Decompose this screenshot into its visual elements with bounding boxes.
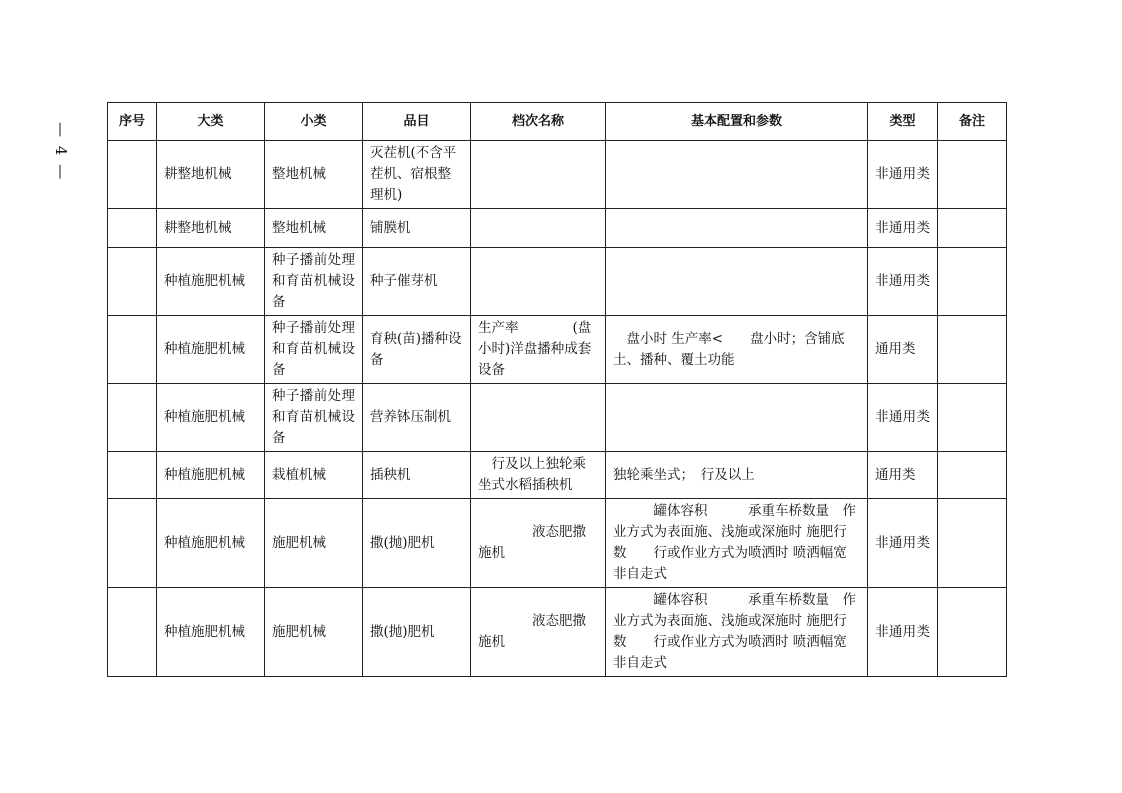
cell-config	[606, 209, 868, 248]
cell-major: 种植施肥机械	[157, 588, 265, 677]
cell-type: 非通用类	[868, 499, 938, 588]
cell-seq	[108, 141, 157, 209]
cell-type: 非通用类	[868, 248, 938, 316]
cell-grade	[471, 384, 606, 452]
cell-type: 非通用类	[868, 588, 938, 677]
cell-seq	[108, 499, 157, 588]
cell-note	[938, 248, 1007, 316]
cell-minor: 栽植机械	[265, 452, 363, 499]
cell-seq	[108, 209, 157, 248]
table-row	[108, 588, 1007, 677]
cell-grade: 液态肥撒施机	[471, 499, 606, 588]
cell-major: 种植施肥机械	[157, 499, 265, 588]
cell-minor: 整地机械	[265, 141, 363, 209]
cell-seq	[108, 248, 157, 316]
cell-config: 罐体容积 承重车桥数量 作业方式为表面施、浅施或深施时 施肥行数 行或作业方式为喷洒时 喷洒幅宽 非自走式	[606, 588, 868, 677]
cell-item: 铺膜机	[363, 209, 471, 248]
table-row	[108, 316, 1007, 384]
cell-major: 种植施肥机械	[157, 384, 265, 452]
cell-note	[938, 499, 1007, 588]
header-minor: 小类	[265, 103, 363, 141]
table-row	[108, 499, 1007, 588]
cell-config: 盘小时 生产率< 盘小时；含铺底土、播种、覆土功能	[606, 316, 868, 384]
page-number: — 4 —	[52, 122, 70, 182]
cell-type: 非通用类	[868, 209, 938, 248]
cell-type: 通用类	[868, 316, 938, 384]
cell-minor: 种子播前处理和育苗机械设备	[265, 248, 363, 316]
cell-item: 种子催芽机	[363, 248, 471, 316]
header-seq: 序号	[108, 103, 157, 141]
cell-grade	[471, 209, 606, 248]
cell-grade	[471, 141, 606, 209]
cell-note	[938, 316, 1007, 384]
cell-seq	[108, 452, 157, 499]
cell-major: 种植施肥机械	[157, 452, 265, 499]
cell-type: 通用类	[868, 452, 938, 499]
cell-major: 种植施肥机械	[157, 248, 265, 316]
table-row	[108, 209, 1007, 248]
cell-type: 非通用类	[868, 141, 938, 209]
cell-grade	[471, 248, 606, 316]
cell-config	[606, 384, 868, 452]
table-row	[108, 248, 1007, 316]
cell-major: 种植施肥机械	[157, 316, 265, 384]
cell-grade: 行及以上独轮乘坐式水稻插秧机	[471, 452, 606, 499]
header-item: 品目	[363, 103, 471, 141]
cell-note	[938, 384, 1007, 452]
cell-item: 撒(抛)肥机	[363, 588, 471, 677]
equipment-table	[107, 102, 1007, 677]
table-row	[108, 141, 1007, 209]
cell-grade: 液态肥撒施机	[471, 588, 606, 677]
cell-item: 灭茬机(不含平茬机、宿根整理机)	[363, 141, 471, 209]
cell-config	[606, 141, 868, 209]
cell-type: 非通用类	[868, 384, 938, 452]
cell-seq	[108, 316, 157, 384]
cell-item: 营养钵压制机	[363, 384, 471, 452]
table-row	[108, 452, 1007, 499]
cell-note	[938, 588, 1007, 677]
cell-major: 耕整地机械	[157, 141, 265, 209]
cell-note	[938, 209, 1007, 248]
cell-minor: 施肥机械	[265, 499, 363, 588]
header-major: 大类	[157, 103, 265, 141]
cell-major: 耕整地机械	[157, 209, 265, 248]
header-note: 备注	[938, 103, 1007, 141]
cell-seq	[108, 588, 157, 677]
cell-item: 插秧机	[363, 452, 471, 499]
cell-note	[938, 452, 1007, 499]
cell-config: 罐体容积 承重车桥数量 作业方式为表面施、浅施或深施时 施肥行数 行或作业方式为喷洒时 喷洒幅宽 非自走式	[606, 499, 868, 588]
cell-config	[606, 248, 868, 316]
header-type: 类型	[868, 103, 938, 141]
cell-note	[938, 141, 1007, 209]
cell-item: 撒(抛)肥机	[363, 499, 471, 588]
cell-item: 育秧(苗)播种设备	[363, 316, 471, 384]
table-header-row	[108, 103, 1007, 141]
cell-minor: 种子播前处理和育苗机械设备	[265, 316, 363, 384]
header-config: 基本配置和参数	[606, 103, 868, 141]
cell-config: 独轮乘坐式； 行及以上	[606, 452, 868, 499]
cell-seq	[108, 384, 157, 452]
cell-grade: 生产率 (盘小时)洋盘播种成套设备	[471, 316, 606, 384]
header-grade: 档次名称	[471, 103, 606, 141]
table-row	[108, 384, 1007, 452]
cell-minor: 整地机械	[265, 209, 363, 248]
cell-minor: 施肥机械	[265, 588, 363, 677]
cell-minor: 种子播前处理和育苗机械设备	[265, 384, 363, 452]
